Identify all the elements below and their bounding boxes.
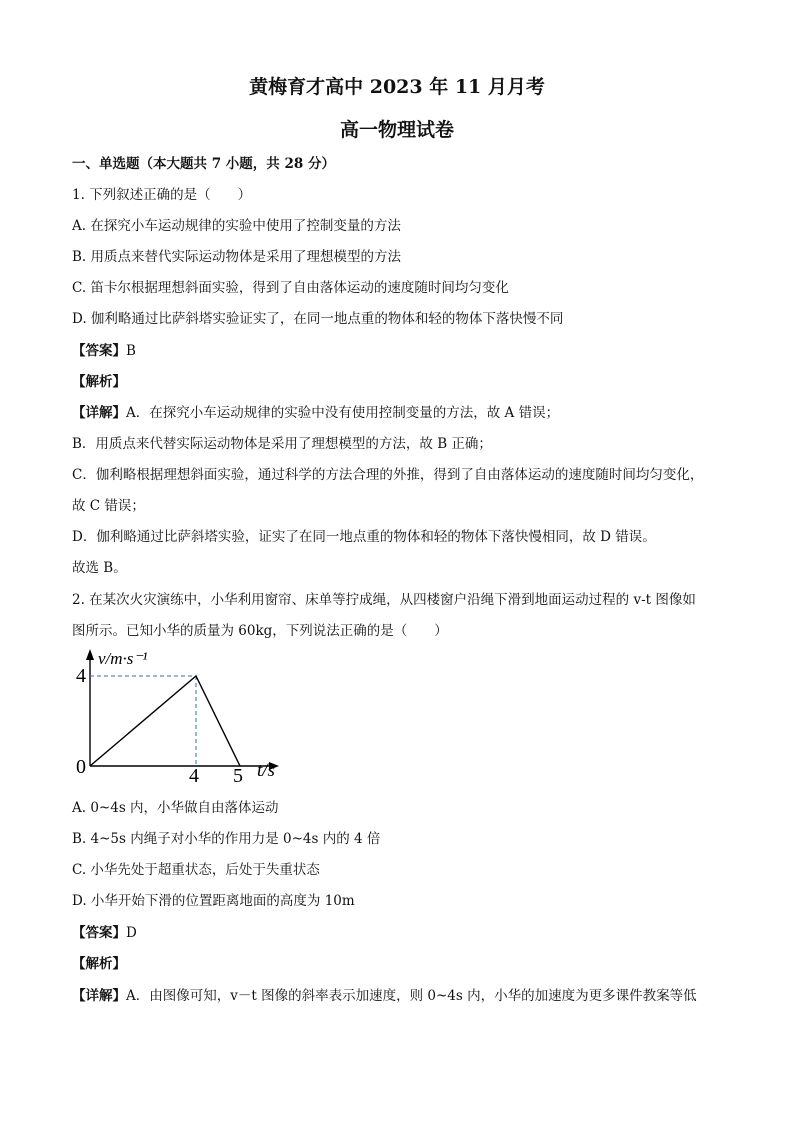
question-2-option-d: D. 小华开始下滑的位置距离地面的高度为 10m [72,893,355,909]
detail-label: 【详解】 [72,405,126,421]
question-1-answer [72,339,136,359]
question-1-option-b: B. 用质点来替代实际运动物体是采用了理想模型的方法 [72,249,402,265]
question-2-stem: 图所示。已知小华的质量为 60kg，下列说法正确的是（ ） [72,623,448,639]
question-2-answer [72,921,137,941]
y-tick-label: 4 [76,665,86,687]
question-1-option-c: C. 笛卡尔根据理想斜面实验，得到了自由落体运动的速度随时间均匀变化 [72,280,509,296]
question-1-detail-line: C．伽利略根据理想斜面实验，通过科学的方法合理的外推，得到了自由落体运动的速度随时间均匀变化， [72,467,704,483]
x-tick-label: 4 [189,765,199,786]
question-2-stem: 2. 在某次火灾演练中，小华利用窗帘、床单等拧成绳，从四楼窗户沿绳下滑到地面运动过程的 v-t 图像如 [72,592,696,608]
origin-label: 0 [76,756,86,778]
question-1-detail-line: 故 C 错误； [72,498,145,514]
detail-text: A．由图像可知，v－t 图像的斜率表示加速度，则 0~4s 内，小华的加速度为更多课件教案等低 [126,988,697,1004]
question-2-option-a: A. 0~4s 内，小华做自由落体运动 [72,800,279,816]
x-axis-label: t/s [257,760,275,781]
detail-label: 【详解】 [72,988,126,1004]
question-1-detail-line [72,401,559,421]
question-1-stem: 1. 下列叙述正确的是（ ） [72,187,252,203]
section-heading: 一、单选题（本大题共 7 小题，共 28 分） [72,156,335,172]
question-1-option-a: A. 在探究小车运动规律的实验中使用了控制变量的方法 [72,218,401,234]
x-tick-label: 5 [233,765,243,786]
velocity-line [90,676,240,766]
question-2-option-c: C. 小华先处于超重状态，后处于失重状态 [72,862,320,878]
question-1-detail-line: B．用质点来代替实际运动物体是采用了理想模型的方法，故 B 正确； [72,436,492,452]
exam-title: 黄梅育才高中 2023 年 11 月月考 [249,76,545,98]
question-2-option-b: B. 4~5s 内绳子对小华的作用力是 0~4s 内的 4 倍 [72,831,381,847]
y-axis-arrow-icon [86,649,94,660]
answer-label: 【答案】 [72,343,126,359]
y-axis-label: v/m·s⁻¹ [98,649,148,668]
detail-text: A．在探究小车运动规律的实验中没有使用控制变量的方法，故 A 错误； [126,405,560,421]
question-2-detail-line [72,984,697,1004]
answer-value: B [126,343,136,359]
exam-subtitle: 高一物理试卷 [339,119,454,141]
question-1-conclusion: 故选 B。 [72,560,127,576]
question-1-option-d: D. 伽利略通过比萨斜塔实验证实了，在同一地点重的物体和轻的物体下落快慢不同 [72,311,564,327]
answer-label: 【答案】 [72,925,126,941]
question-2-analysis-label: 【解析】 [72,956,126,972]
vt-graph-figure [74,646,294,786]
question-1-analysis-label: 【解析】 [72,374,126,390]
answer-value: D [126,925,137,941]
question-1-detail-line: D．伽利略通过比萨斜塔实验，证实了在同一地点重的物体和轻的物体下落快慢相同，故 D 错误。 [72,529,656,545]
